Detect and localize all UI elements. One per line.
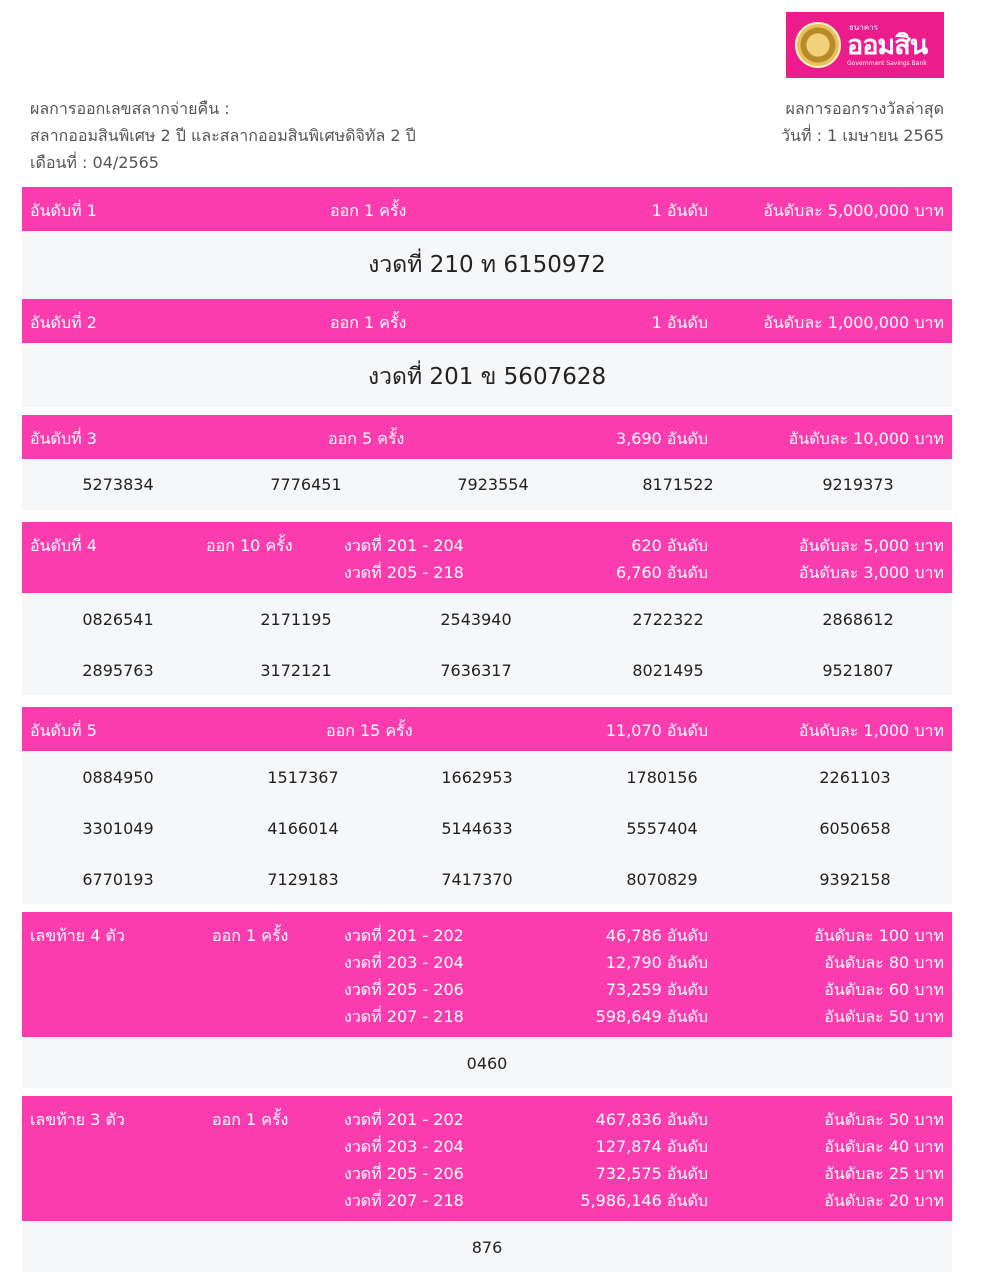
prize3-number: 5273834 <box>82 475 154 494</box>
prize2-header <box>22 299 952 343</box>
prize3-count: 3,690 อันดับ <box>616 429 708 448</box>
prize5-number: 9392158 <box>819 870 891 889</box>
last4-period: งวดที่ 205 - 206 <box>344 980 464 999</box>
gsb-logo <box>786 12 944 78</box>
last3-numbers <box>22 1221 952 1272</box>
prize4-number: 2171195 <box>260 610 332 629</box>
prize2-amount: อันดับละ 1,000,000 บาท <box>763 313 944 332</box>
prize3-rank: อันดับที่ 3 <box>30 429 97 448</box>
prize3-number: 8171522 <box>642 475 714 494</box>
last3-period: งวดที่ 201 - 202 <box>344 1110 464 1129</box>
prize3-numbers <box>22 459 952 510</box>
prize5-header <box>22 707 952 751</box>
last4-period: งวดที่ 207 - 218 <box>344 1007 464 1026</box>
last3-amount: อันดับละ 25 บาท <box>824 1164 944 1183</box>
prize4-amount: อันดับละ 3,000 บาท <box>798 563 944 582</box>
prize4-header <box>22 522 952 593</box>
prize2-count: 1 อันดับ <box>651 313 708 332</box>
last3-number: 876 <box>471 1238 503 1257</box>
header-title: ผลการออกเลขสลากจ่ายคืน : <box>30 99 230 118</box>
last4-count: 46,786 อันดับ <box>605 926 708 945</box>
prize4-number: 0826541 <box>82 610 154 629</box>
prize5-number: 1517367 <box>267 768 339 787</box>
prize2-times: ออก 1 ครั้ง <box>330 313 407 332</box>
last4-amount: อันดับละ 60 บาท <box>824 980 944 999</box>
prize5-number: 8070829 <box>626 870 698 889</box>
logo-top: ธนาคาร <box>849 22 878 32</box>
prize5-number: 7417370 <box>441 870 513 889</box>
prize3-number: 9219373 <box>822 475 894 494</box>
prize5-number: 6770193 <box>82 870 154 889</box>
last3-amount: อันดับละ 20 บาท <box>824 1191 944 1210</box>
prize5-number: 0884950 <box>82 768 154 787</box>
prize5-number: 5144633 <box>441 819 513 838</box>
prize4-number: 3172121 <box>260 661 332 680</box>
last4-header <box>22 912 952 1037</box>
prize5-number: 1662953 <box>441 768 513 787</box>
prize5-amount: อันดับละ 1,000 บาท <box>798 721 944 740</box>
last3-rank: เลขท้าย 3 ตัว <box>30 1110 125 1129</box>
prize5-number: 2261103 <box>819 768 891 787</box>
last4-count: 12,790 อันดับ <box>605 953 708 972</box>
prize4-amount: อันดับละ 5,000 บาท <box>798 536 944 555</box>
header-left <box>30 95 416 176</box>
last4-period: งวดที่ 201 - 202 <box>344 926 464 945</box>
latest-result-date: วันที่ : 1 เมษายน 2565 <box>781 126 944 145</box>
last3-amount: อันดับละ 40 บาท <box>824 1137 944 1156</box>
last4-period: งวดที่ 203 - 204 <box>344 953 464 972</box>
prize3-amount: อันดับละ 10,000 บาท <box>788 429 944 448</box>
prize3-number: 7776451 <box>270 475 342 494</box>
latest-result-label: ผลการออกรางวัลล่าสุด <box>785 99 944 118</box>
prize4-count: 620 อันดับ <box>631 536 708 555</box>
prize1-times: ออก 1 ครั้ง <box>330 201 407 220</box>
prize5-rank: อันดับที่ 5 <box>30 721 97 740</box>
prize4-rank: อันดับที่ 4 <box>30 536 97 555</box>
prize1-number: งวดที่ 210 ท 6150972 <box>22 231 952 299</box>
last3-period: งวดที่ 203 - 204 <box>344 1137 464 1156</box>
prize1-header <box>22 187 952 231</box>
last3-count: 732,575 อันดับ <box>595 1164 708 1183</box>
emblem-icon <box>795 22 841 68</box>
last3-amount: อันดับละ 50 บาท <box>824 1110 944 1129</box>
logo-name: ออมสิน <box>847 29 928 61</box>
prize5-number: 6050658 <box>819 819 891 838</box>
prize4-numbers <box>22 593 952 695</box>
prize5-count: 11,070 อันดับ <box>605 721 708 740</box>
last4-number: 0460 <box>466 1054 508 1073</box>
header-month: เดือนที่ : 04/2565 <box>30 153 159 172</box>
prize3-number: 7923554 <box>457 475 529 494</box>
prize5-times: ออก 15 ครั้ง <box>326 721 413 740</box>
prize4-number: 2543940 <box>440 610 512 629</box>
last4-numbers <box>22 1037 952 1088</box>
prize2-number: งวดที่ 201 ข 5607628 <box>22 343 952 407</box>
prize5-number: 7129183 <box>267 870 339 889</box>
last3-count: 127,874 อันดับ <box>595 1137 708 1156</box>
prize1-count: 1 อันดับ <box>651 201 708 220</box>
last3-count: 467,836 อันดับ <box>595 1110 708 1129</box>
last3-header <box>22 1096 952 1221</box>
prize3-times: ออก 5 ครั้ง <box>328 429 405 448</box>
last4-times: ออก 1 ครั้ง <box>212 926 289 945</box>
last3-times: ออก 1 ครั้ง <box>212 1110 289 1129</box>
prize5-numbers <box>22 751 952 904</box>
last4-rank: เลขท้าย 4 ตัว <box>30 926 125 945</box>
last4-amount: อันดับละ 100 บาท <box>814 926 944 945</box>
last4-amount: อันดับละ 80 บาท <box>824 953 944 972</box>
prize2-rank: อันดับที่ 2 <box>30 313 97 332</box>
last3-period: งวดที่ 207 - 218 <box>344 1191 464 1210</box>
header-right <box>781 95 944 149</box>
prize1-amount: อันดับละ 5,000,000 บาท <box>763 201 944 220</box>
prize1-rank: อันดับที่ 1 <box>30 201 97 220</box>
prize4-times: ออก 10 ครั้ง <box>206 536 293 555</box>
last3-count: 5,986,146 อันดับ <box>580 1191 708 1210</box>
header-product: สลากออมสินพิเศษ 2 ปี และสลากออมสินพิเศษดิจิทัล 2 ปี <box>30 126 416 145</box>
last3-period: งวดที่ 205 - 206 <box>344 1164 464 1183</box>
prize4-number: 9521807 <box>822 661 894 680</box>
prize3-header <box>22 415 952 459</box>
prize4-count: 6,760 อันดับ <box>616 563 708 582</box>
prize4-number: 8021495 <box>632 661 704 680</box>
prize5-number: 3301049 <box>82 819 154 838</box>
prize5-number: 5557404 <box>626 819 698 838</box>
prize4-number: 2722322 <box>632 610 704 629</box>
logo-sub: Government Savings Bank <box>847 59 927 67</box>
last4-amount: อันดับละ 50 บาท <box>824 1007 944 1026</box>
prize4-number: 7636317 <box>440 661 512 680</box>
prize4-number: 2868612 <box>822 610 894 629</box>
last4-count: 73,259 อันดับ <box>605 980 708 999</box>
prize4-period: งวดที่ 201 - 204 <box>344 536 464 555</box>
prize5-number: 1780156 <box>626 768 698 787</box>
last4-count: 598,649 อันดับ <box>595 1007 708 1026</box>
prize5-number: 4166014 <box>267 819 339 838</box>
prize4-number: 2895763 <box>82 661 154 680</box>
prize4-period: งวดที่ 205 - 218 <box>344 563 464 582</box>
